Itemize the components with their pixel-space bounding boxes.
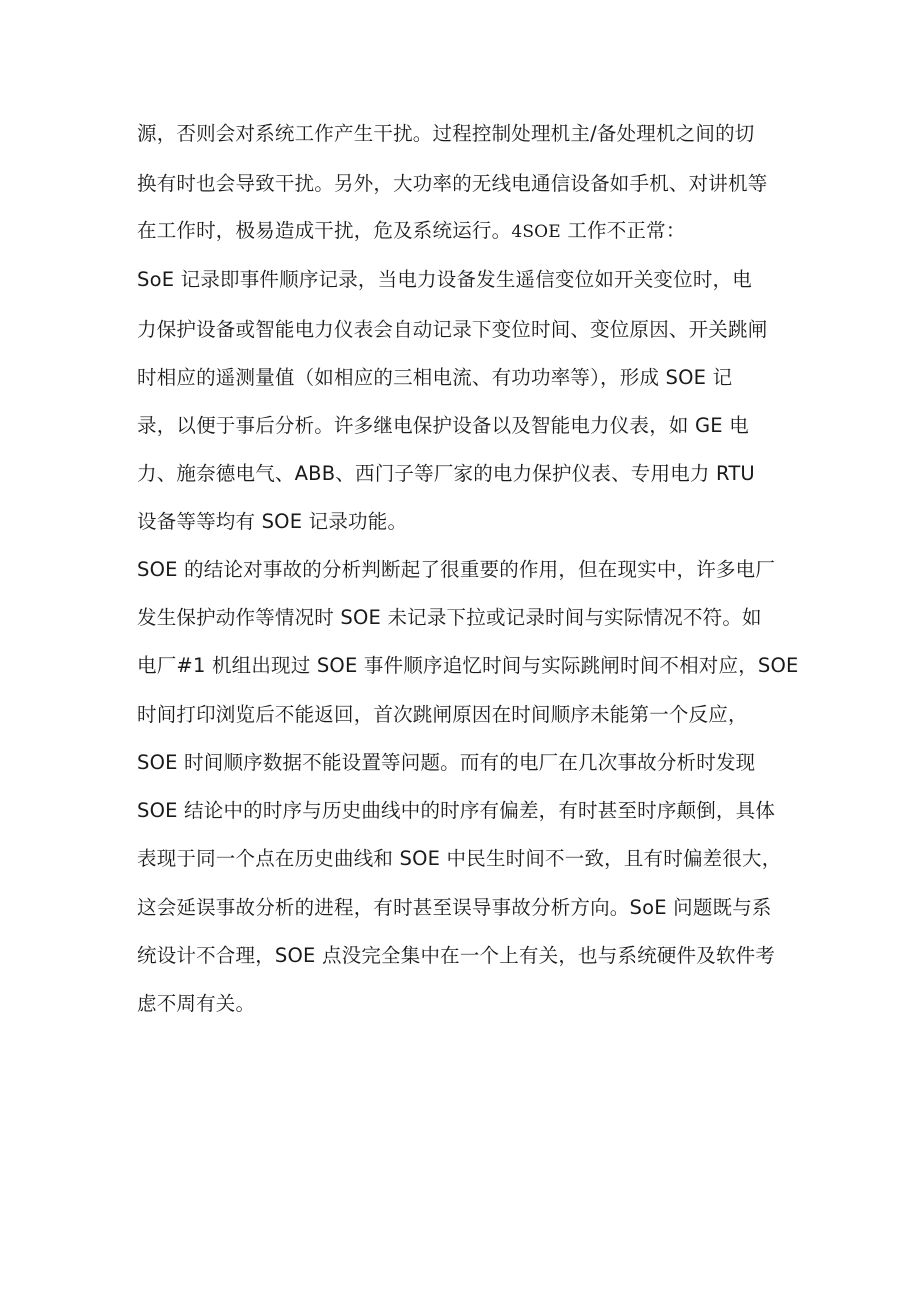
paragraph-3-line-4: 时间打印浏览后不能返回，首次跳闸原因在时间顺序未能第一个反应， [137, 703, 748, 726]
paragraph-3-line-10: 虑不周有关。 [137, 992, 256, 1015]
paragraph-3-line-1: SOE 的结论对事故的分析判断起了很重要的作用，但在现实中，许多电厂 [137, 558, 776, 581]
paragraph-1-line-3-text: 在工作时，极易造成干扰，危及系统运行。 [137, 219, 512, 242]
paragraph-3-line-2: 发生保护动作等情况时 SOE 未记录下拉或记录时间与实际情况不符。如 [137, 606, 762, 629]
paragraph-2-line-2: 力保护设备或智能电力仪表会自动记录下变位时间、变位原因、开关跳闸 [137, 318, 768, 341]
paragraph-3-line-7: 表现于同一个点在历史曲线和 SOE 中民生时间不一致，且有时偏差很大， [137, 847, 782, 870]
paragraph-3-line-3: 电厂#1 机组出现过 SOE 事件顺序追忆时间与实际跳闸时间不相对应，SOE [137, 654, 799, 677]
paragraph-3-line-5: SOE 时间顺序数据不能设置等问题。而有的电厂在几次事故分析时发现 [137, 751, 756, 774]
paragraph-2-line-6: 设备等等均有 SOE 记录功能。 [137, 510, 408, 533]
section-heading-text: 工作不正常： [567, 219, 686, 242]
paragraph-3-line-8: 这会延误事故分析的进程，有时甚至误导事故分析方向。SoE 问题既与系 [137, 896, 772, 919]
section-heading-number: 4SOE [511, 222, 561, 242]
paragraph-1-line-1: 源，否则会对系统工作产生干扰。过程控制处理机主/备处理机之间的切 [137, 122, 755, 145]
paragraph-2-line-1: SoE 记录即事件顺序记录，当电力设备发生遥信变位如开关变位时，电 [137, 268, 752, 291]
paragraph-3-line-6: SOE 结论中的时序与历史曲线中的时序有偏差，有时甚至时序颠倒，具体 [137, 799, 776, 822]
paragraph-2-line-5: 力、施奈德电气、ABB、西门子等厂家的电力保护仪表、专用电力 RTU [137, 462, 755, 485]
paragraph-3-line-9: 统设计不合理，SOE 点没完全集中在一个上有关，也与系统硬件及软件考 [137, 944, 776, 967]
paragraph-2-line-3: 时相应的遥测量值（如相应的三相电流、有功功率等），形成 SOE 记 [137, 366, 733, 389]
paragraph-2-line-4: 录，以便于事后分析。许多继电保护设备以及智能电力仪表，如 GE 电 [137, 414, 749, 437]
paragraph-1-line-3 [137, 219, 686, 244]
paragraph-1-line-2: 换有时也会导致干扰。另外，大功率的无线电通信设备如手机、对讲机等 [137, 172, 768, 195]
